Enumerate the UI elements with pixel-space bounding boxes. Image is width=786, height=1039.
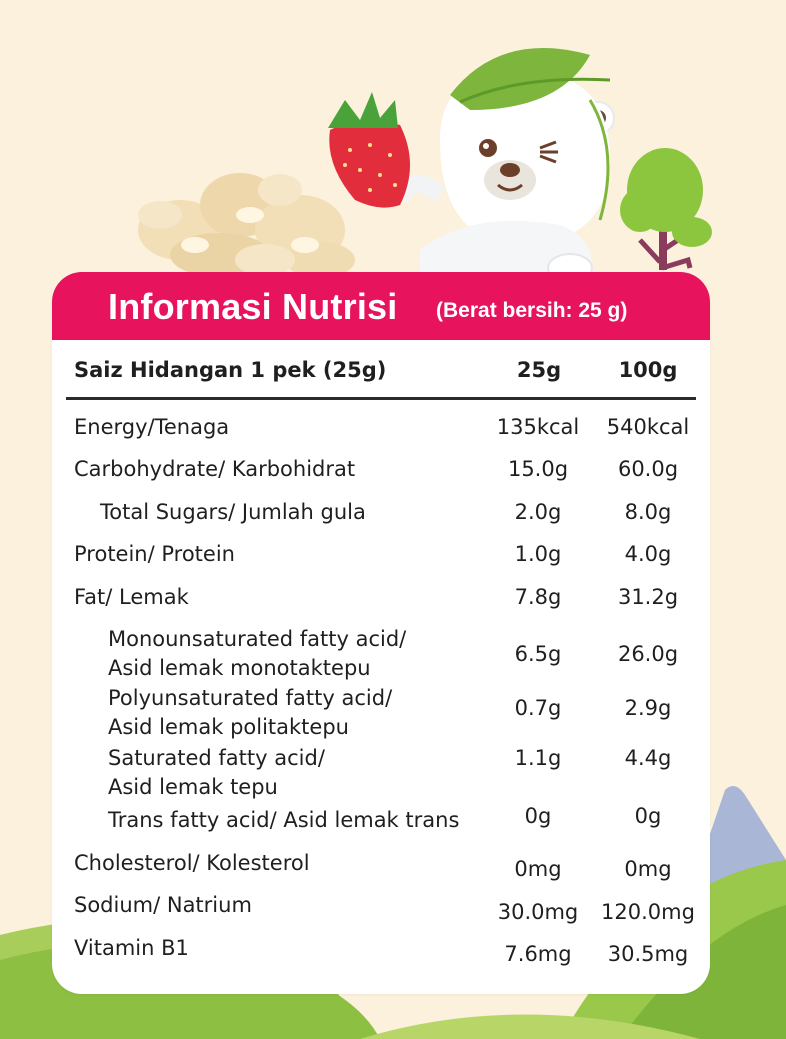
table-header (52, 340, 710, 400)
serving-size-header: Saiz Hidangan 1 pek (25g) (74, 358, 387, 382)
nutrient-label-translation: Asid lemak monotaktepu (108, 656, 371, 680)
value-100g: 4.0g (624, 542, 672, 566)
nutrient-label-translation: Asid lemak politaktepu (108, 715, 349, 739)
header-divider (66, 397, 696, 400)
value-25g: 0g (524, 804, 552, 828)
value-100g: 0g (634, 804, 662, 828)
net-weight: (Berat bersih: 25 g) (436, 299, 628, 322)
tree-icon (620, 148, 712, 270)
nutrient-label: Sodium/ Natrium (74, 893, 252, 917)
nutrient-label: Vitamin B1 (74, 936, 189, 960)
nutrient-label: Trans fatty acid/ Asid lemak trans (108, 808, 460, 832)
nutrition-title: Informasi Nutrisi (108, 286, 398, 327)
value-25g: 7.8g (514, 585, 562, 609)
value-25g: 2.0g (514, 500, 562, 524)
nutrient-label-translation: Asid lemak tepu (108, 775, 278, 799)
nutrition-header (52, 272, 710, 340)
column-25g-header: 25g (516, 358, 562, 382)
nutrient-label: Cholesterol/ Kolesterol (74, 851, 310, 875)
value-100g: 26.0g (617, 642, 679, 666)
value-100g: 60.0g (617, 457, 679, 481)
value-25g: 1.1g (514, 746, 562, 770)
value-100g: 8.0g (624, 500, 672, 524)
nutrition-card (52, 272, 710, 994)
nutrient-label: Fat/ Lemak (74, 585, 189, 609)
value-100g: 2.9g (624, 696, 672, 720)
column-100g-header: 100g (618, 358, 678, 382)
value-100g: 0mg (624, 857, 672, 881)
value-25g: 7.6mg (504, 942, 572, 966)
snack-puffs (138, 173, 355, 278)
value-25g: 0mg (514, 857, 562, 881)
value-100g: 30.5mg (607, 942, 689, 966)
value-25g: 0.7g (514, 696, 562, 720)
nutrient-label: Energy/Tenaga (74, 415, 230, 439)
value-25g: 15.0g (507, 457, 569, 481)
value-25g: 135kcal (496, 415, 580, 439)
nutrient-label: Carbohydrate/ Karbohidrat (74, 457, 356, 481)
nutrient-label: Polyunsaturated fatty acid/ (108, 686, 393, 710)
nutrient-label: Monounsaturated fatty acid/ (108, 627, 407, 651)
value-100g: 31.2g (617, 585, 679, 609)
nutrient-label: Saturated fatty acid/ (108, 746, 325, 770)
nutrient-label: Total Sugars/ Jumlah gula (100, 500, 366, 524)
strawberry-icon (328, 92, 410, 208)
value-100g: 120.0mg (601, 900, 695, 924)
value-100g: 4.4g (624, 746, 672, 770)
value-25g: 1.0g (514, 542, 562, 566)
value-100g: 540kcal (606, 415, 690, 439)
nutrient-label: Protein/ Protein (74, 542, 235, 566)
value-25g: 30.0mg (497, 900, 579, 924)
value-25g: 6.5g (514, 642, 562, 666)
